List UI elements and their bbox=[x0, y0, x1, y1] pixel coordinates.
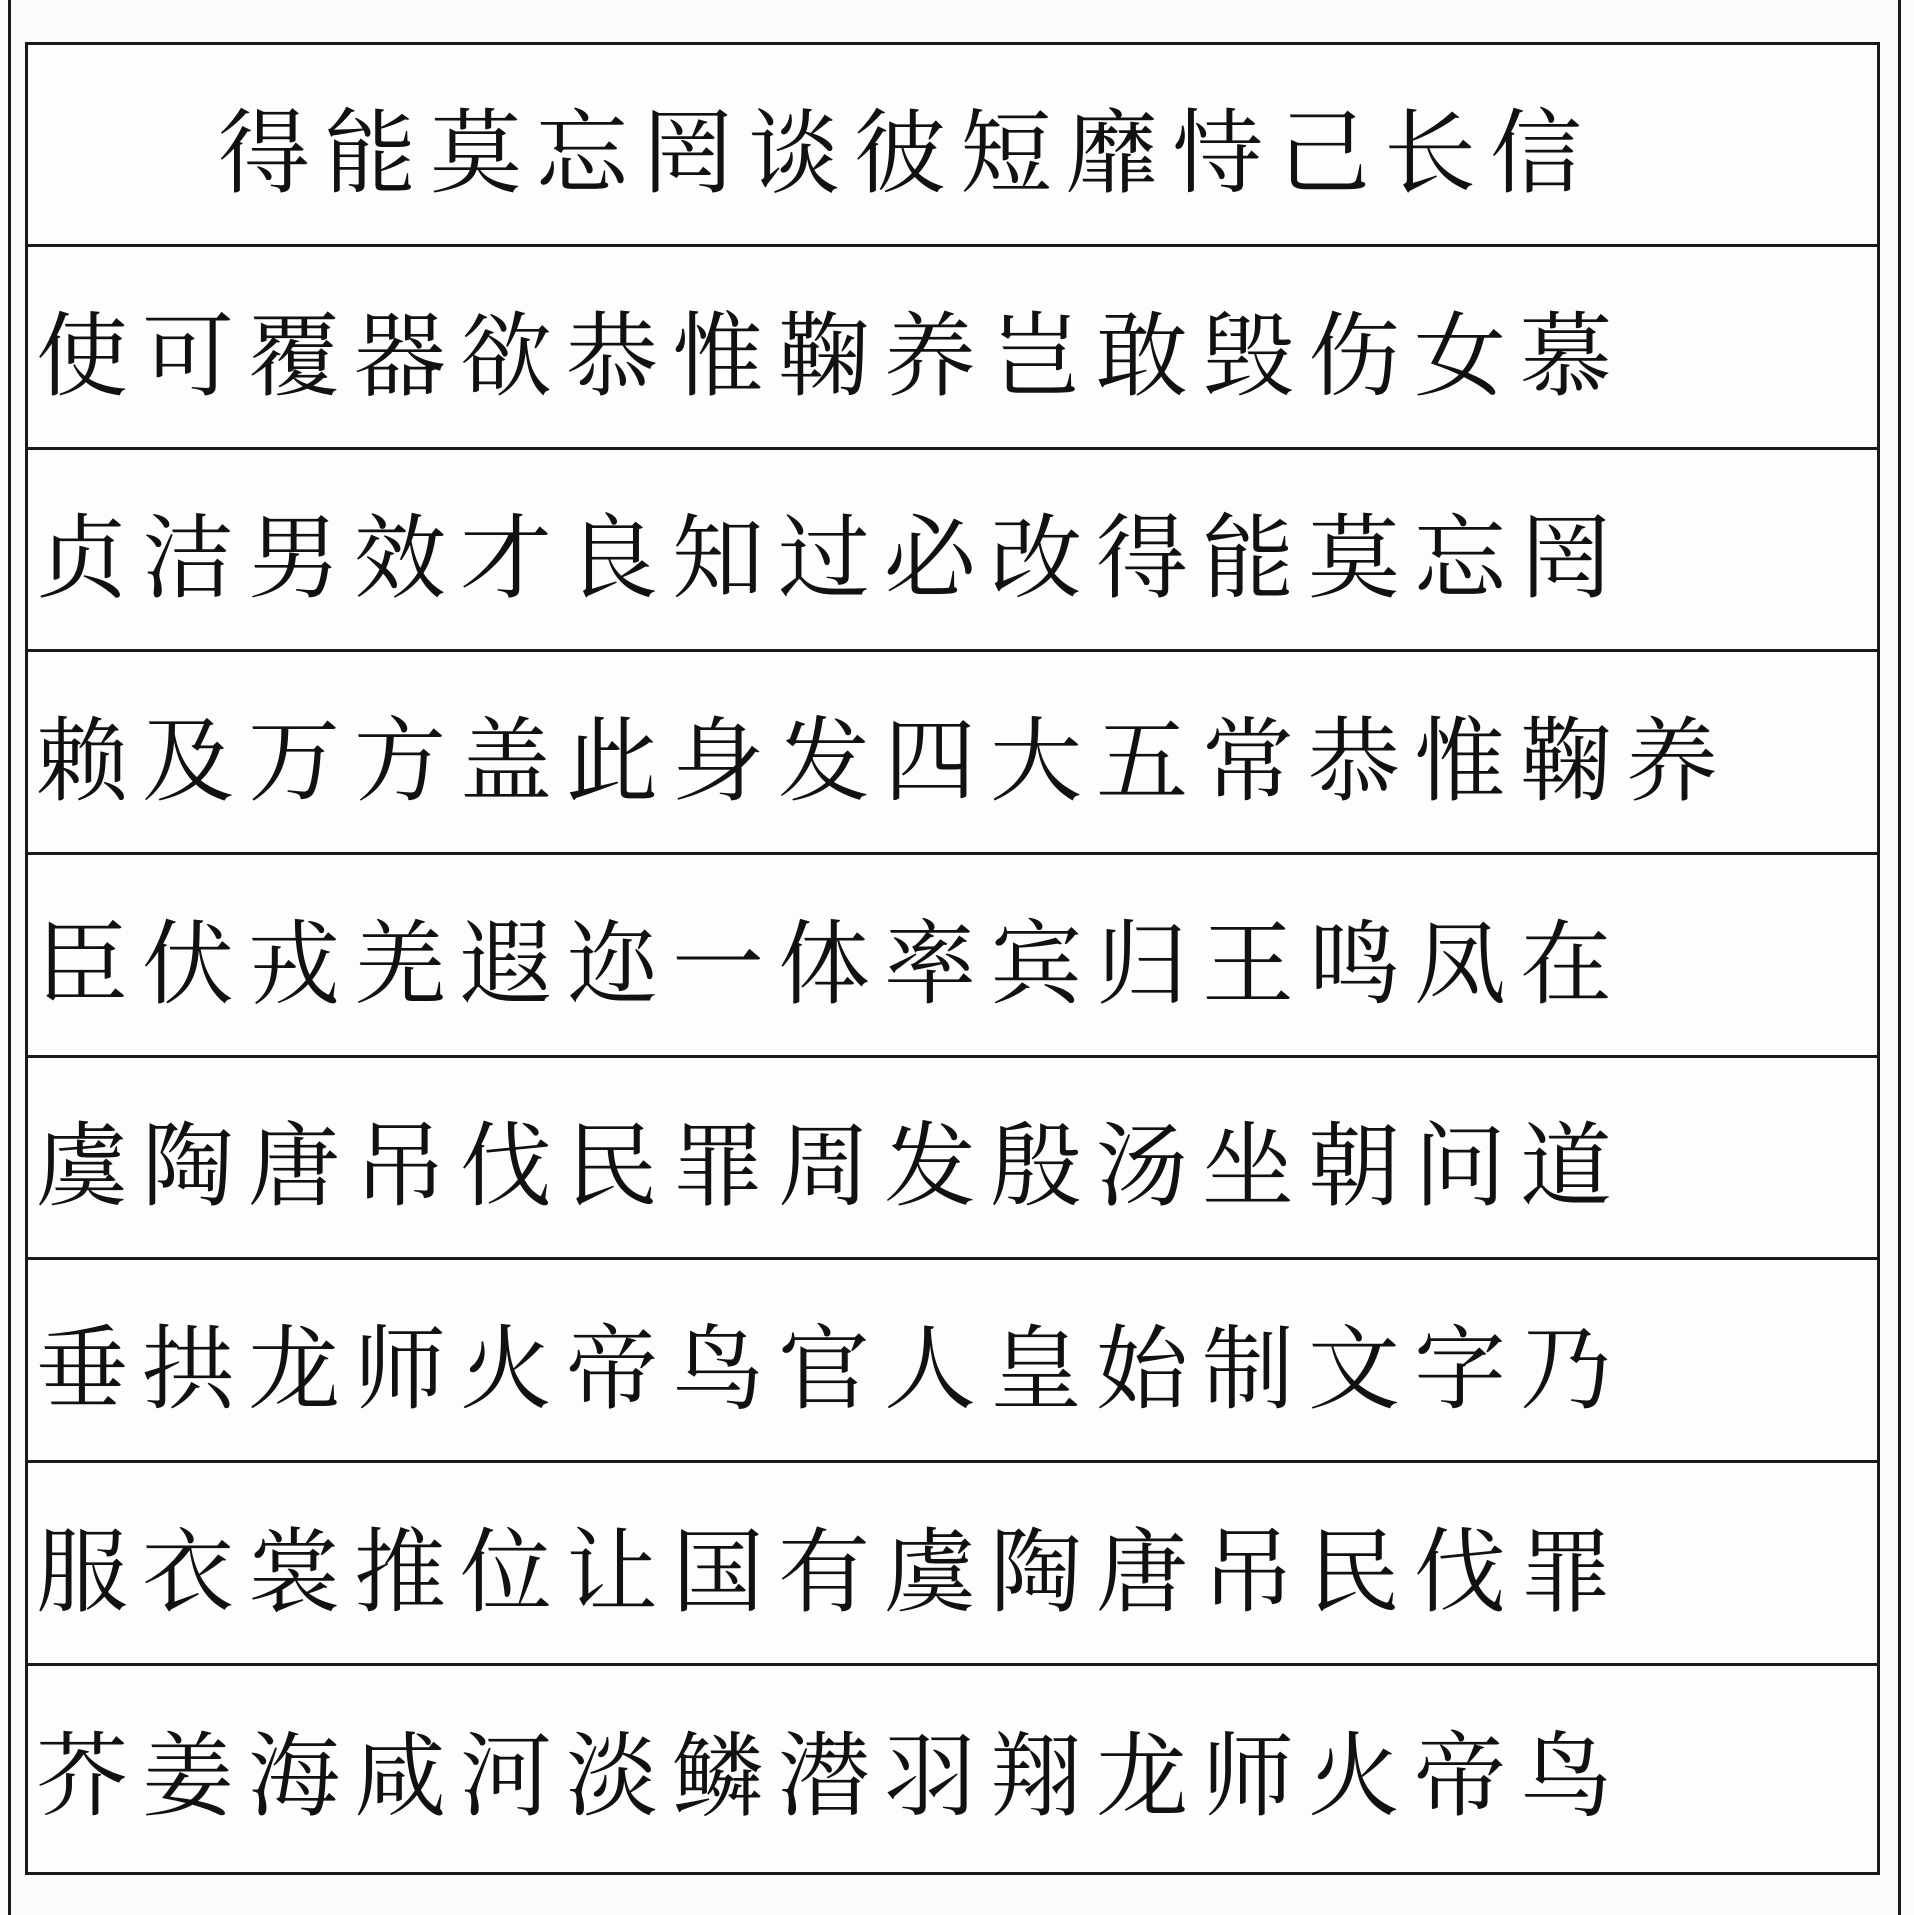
writing-row-8 bbox=[28, 1463, 1877, 1666]
row-8-text: 服衣裳推位让国有虞陶唐吊民伐罪 bbox=[36, 1518, 1627, 1626]
writing-row-4 bbox=[28, 652, 1877, 855]
page-left-border bbox=[8, 0, 11, 1915]
writing-row-2 bbox=[28, 247, 1877, 450]
row-4-text: 赖及万方盖此身发四大五常恭惟鞠养 bbox=[36, 707, 1733, 815]
row-7-text: 垂拱龙师火帝鸟官人皇始制文字乃 bbox=[36, 1315, 1627, 1423]
row-2-text: 使可覆器欲恭惟鞠养岂敢毁伤女慕 bbox=[36, 302, 1627, 410]
row-6-text: 虞陶唐吊伐民罪周发殷汤坐朝问道 bbox=[36, 1113, 1627, 1220]
row-5-text: 臣伏戎羌遐迩一体率宾归王鸣凤在 bbox=[36, 910, 1627, 1018]
page-right-border bbox=[1898, 0, 1901, 1915]
writing-row-5 bbox=[28, 855, 1877, 1058]
row-9-text: 芥姜海咸河淡鳞潜羽翔龙师火帝鸟 bbox=[36, 1723, 1627, 1830]
ruled-writing-sheet bbox=[25, 42, 1880, 1875]
row-3-text: 贞洁男效才良知过必改得能莫忘罔 bbox=[36, 505, 1627, 612]
row-1-text: 得能莫忘罔谈彼短靡恃己长信 bbox=[218, 100, 1597, 207]
writing-row-9 bbox=[28, 1666, 1877, 1872]
writing-row-7 bbox=[28, 1260, 1877, 1463]
writing-row-6 bbox=[28, 1058, 1877, 1260]
writing-row-1 bbox=[28, 45, 1877, 247]
writing-row-3 bbox=[28, 450, 1877, 652]
